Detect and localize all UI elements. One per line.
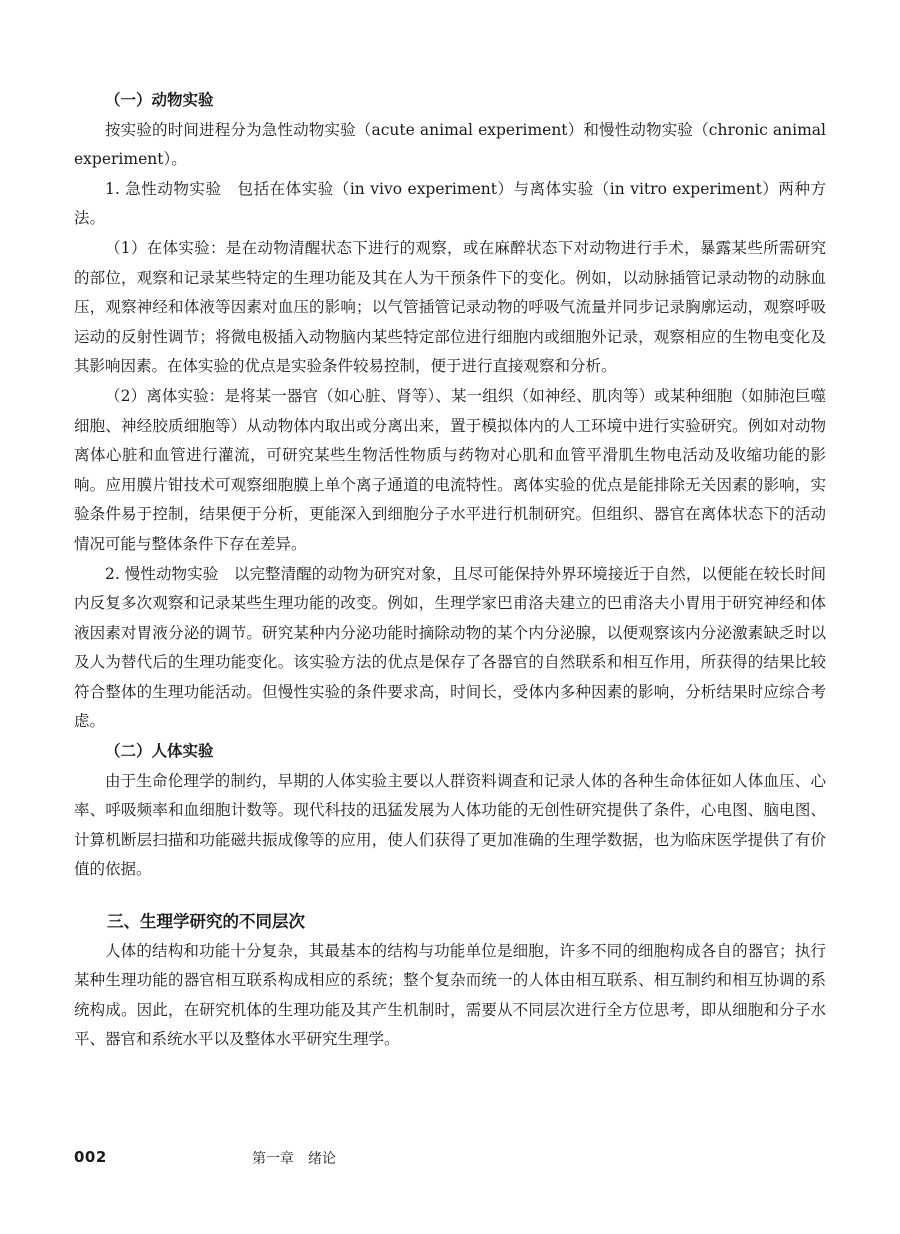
- page-number: 002: [74, 1148, 107, 1166]
- page-body: [74, 86, 826, 1055]
- running-chapter-title: 第一章 绪论: [252, 1151, 336, 1167]
- paragraph-chronic-experiment: 2. 慢性动物实验 以完整清醒的动物为研究对象，且尽可能保持外界环境接近于自然，以便能在较长时间内反复多次观察和记录某些生理功能的改变。例如，生理学家巴甫洛夫建立的巴甫洛夫小胃用于研究神经和体液因素对胃液分泌的调节。研究某种内分泌功能时摘除动物的某个内分泌腺，以便观察该内分泌激素缺乏时以及人为替代后的生理功能变化。该实验方法的优点是保存了各器官的自然联系和相互作用，所获得的结果比较符合整体的生理功能活动。但慢性实验的条件要求高，时间长，受体内多种因素的影响，分析结果时应综合考虑。: [74, 564, 826, 731]
- paragraph-intro: 按实验的时间进程分为急性动物实验（acute animal experiment）和慢性动物实验（chronic animal experiment）。: [74, 120, 826, 169]
- paragraph-levels: 人体的结构和功能十分复杂，其最基本的结构与功能单位是细胞，许多不同的细胞构成各自的器官；执行某种生理功能的器官相互联系构成相应的系统；整个复杂而统一的人体由相互联系、相互制约和相互协调的系统构成。因此，在研究机体的生理功能及其产生机制时，需要从不同层次进行全方位思考，即从细胞和分子水平、器官和系统水平以及整体水平研究生理学。: [74, 941, 826, 1049]
- paragraph-human-experiment: 由于生命伦理学的制约，早期的人体实验主要以人群资料调查和记录人体的各种生命体征如人体血压、心率、呼吸频率和血细胞计数等。现代科技的迅猛发展为人体功能的无创性研究提供了条件，心电图、脑电图、计算机断层扫描和功能磁共振成像等的应用，使人们获得了更加准确的生理学数据，也为临床医学提供了有价值的依据。: [74, 771, 826, 879]
- paragraph-in-vitro: （2）离体实验：是将某一器官（如心脏、肾等）、某一组织（如神经、肌肉等）或某种细胞（如肺泡巨噬细胞、神经胶质细胞等）从动物体内取出或分离出来，置于模拟体内的人工环境中进行实验研究。例如对动物离体心脏和血管进行灌流，可研究某些生物活性物质与药物对心肌和血管平滑肌生物电活动及收缩功能的影响。应用膜片钳技术可观察细胞膜上单个离子通道的电流特性。离体实验的优点是能排除无关因素的影响，实验条件易于控制，结果便于分析，更能深入到细胞分子水平进行机制研究。但组织、器官在离体状态下的活动情况可能与整体条件下存在差异。: [74, 386, 826, 553]
- subheading-human-experiment: （二）人体实验: [105, 742, 214, 761]
- page-footer: [74, 1148, 826, 1166]
- paragraph-acute-experiment: 1. 急性动物实验 包括在体实验（in vivo experiment）与离体实验（in vitro experiment）两种方法。: [74, 179, 826, 228]
- paragraph-in-vivo: （1）在体实验：是在动物清醒状态下进行的观察，或在麻醉状态下对动物进行手术，暴露某些所需研究的部位，观察和记录某些特定的生理功能及其在人为干预条件下的变化。例如，以动脉插管记录动物的动脉血压，观察神经和体液等因素对血压的影响；以气管插管记录动物的呼吸气流量并同步记录胸廓运动，观察呼吸运动的反射性调节；将微电极插入动物脑内某些特定部位进行细胞内或细胞外记录，观察相应的生物电变化及其影响因素。在体实验的优点是实验条件较易控制，便于进行直接观察和分析。: [74, 238, 826, 376]
- section-heading-levels: 三、生理学研究的不同层次: [107, 912, 305, 932]
- subheading-animal-experiment: （一）动物实验: [105, 91, 214, 109]
